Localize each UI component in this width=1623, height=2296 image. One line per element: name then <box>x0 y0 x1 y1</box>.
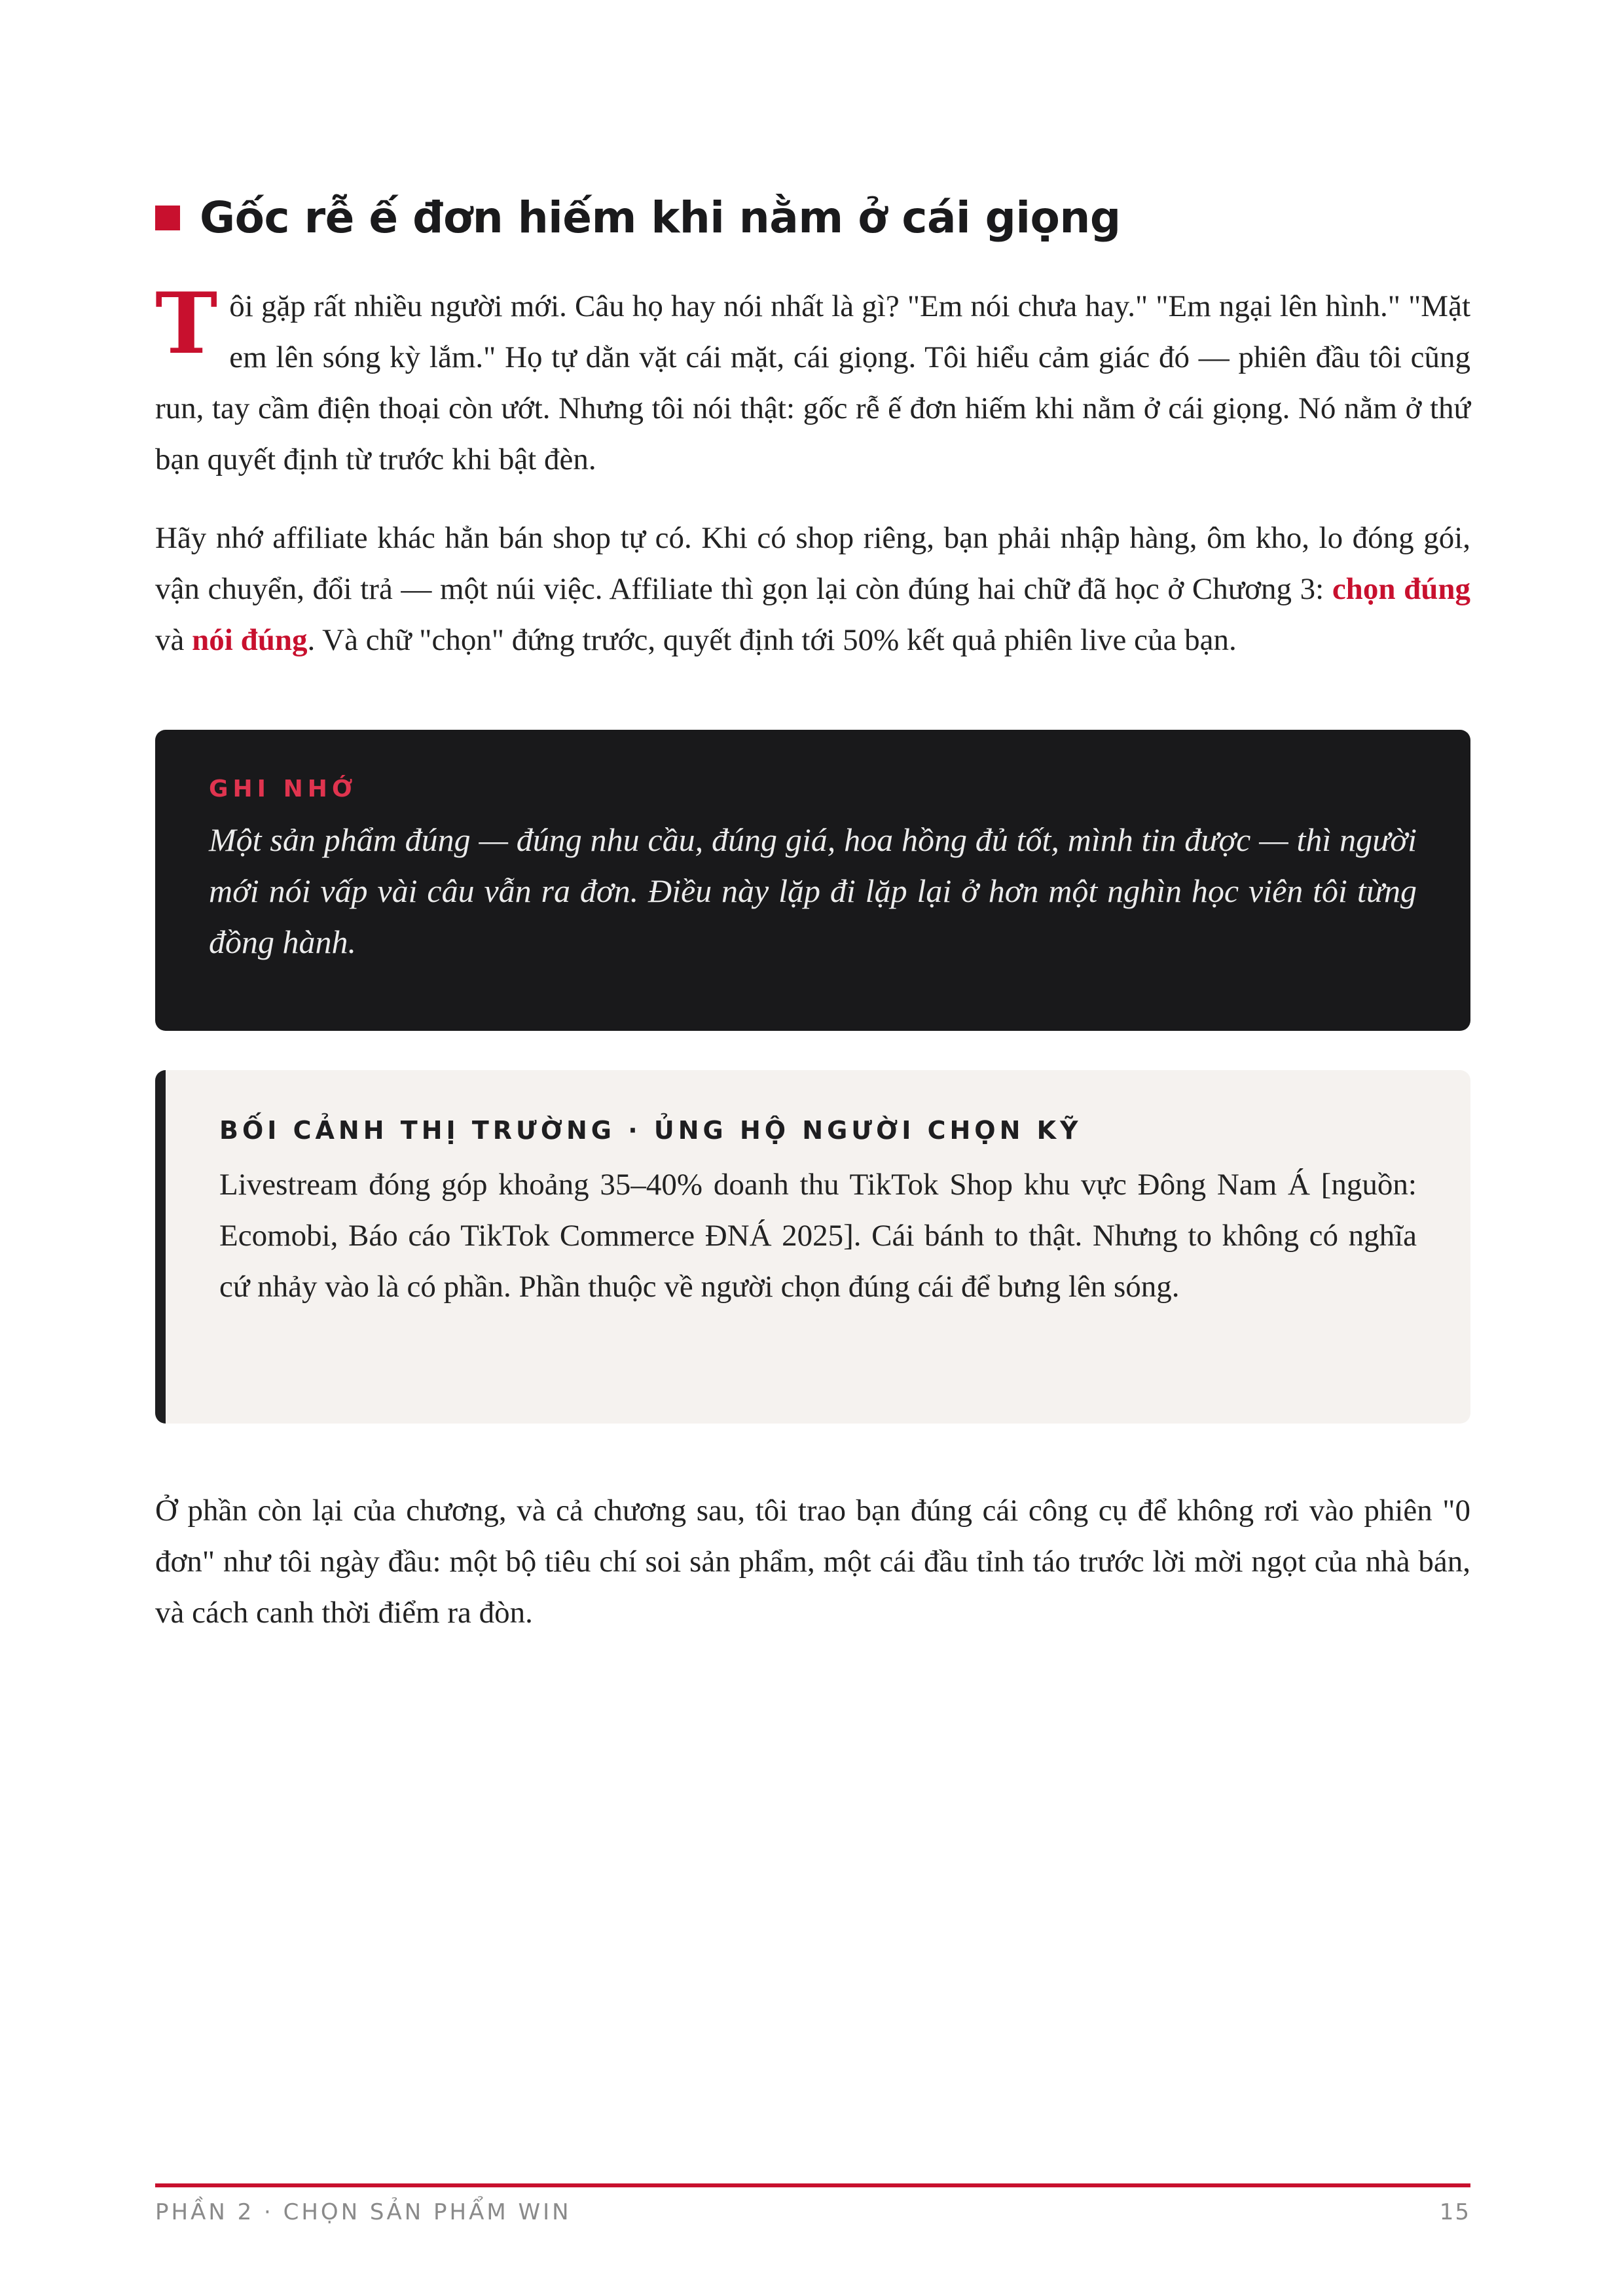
section-heading <box>155 192 1470 243</box>
remember-label: GHI NHỚ <box>209 776 357 802</box>
remember-text: Một sản phẩm đúng — đúng nhu cầu, đúng giá, hoa hồng đủ tốt, mình tin được — thì người mới nói vấp vài câu vẫn ra đơn. Điều này lặp đi lặp lại ở hơn một nghìn học viên tôi từng đồng hành. <box>209 821 1417 960</box>
highlight-speak-right: nói đúng <box>192 623 308 657</box>
drop-cap: T <box>155 275 218 373</box>
heading-square-marker <box>155 206 180 230</box>
remember-callout <box>155 730 1470 1031</box>
affiliate-text-after: . Và chữ "chọn" đứng trước, quyết định tới 50% kết quả phiên live của bạn. <box>307 623 1237 657</box>
affiliate-text-middle: và <box>155 623 192 657</box>
footer-section-title: PHẦN 2 · CHỌN SẢN PHẨM WIN <box>155 2199 572 2225</box>
footer-rule <box>155 2183 1470 2187</box>
highlight-choose-right: chọn đúng <box>1332 572 1470 606</box>
market-context-label: BỐI CẢNH THỊ TRƯỜNG · ỦNG HỘ NGƯỜI CHỌN KỸ <box>219 1116 1082 1145</box>
section-heading-text: Gốc rễ ế đơn hiếm khi nằm ở cái giọng <box>200 192 1121 243</box>
market-context-box <box>155 1070 1470 1424</box>
page-number: 15 <box>1439 2199 1470 2225</box>
market-context-text: Livestream đóng góp khoảng 35–40% doanh thu TikTok Shop khu vực Đông Nam Á [nguồn: Ecomobi, Báo cáo TikTok Commerce ĐNÁ 2025]. Cái bánh to thật. Nhưng to không có nghĩa cứ nhảy vào là có phần. Phần thuộc về người chọn đúng cái để bưng lên sóng. <box>219 1168 1417 1304</box>
affiliate-paragraph <box>155 512 1470 666</box>
closing-paragraph: Ở phần còn lại của chương, và cả chương sau, tôi trao bạn đúng cái công cụ để không rơi vào phiên "0 đơn" như tôi ngày đầu: một bộ tiêu chí soi sản phẩm, một cái đầu tỉnh táo trước lời mời ngọt của nhà bán, và cách canh thời điểm ra đòn. <box>155 1494 1470 1630</box>
context-left-bar <box>155 1070 166 1424</box>
intro-text: ôi gặp rất nhiều người mới. Câu họ hay nói nhất là gì? "Em nói chưa hay." "Em ngại lên hình." "Mặt em lên sóng kỳ lắm." Họ tự dằn vặt cái mặt, cái giọng. Tôi hiểu cảm giác đó — phiên đầu tôi cũng run, tay cầm điện thoại còn ướt. Nhưng tôi nói thật: gốc rễ ế đơn hiếm khi nằm ở cái giọng. Nó nằm ở thứ bạn quyết định từ trước khi bật đèn. <box>155 289 1470 476</box>
affiliate-text-before: Hãy nhớ affiliate khác hẳn bán shop tự có. Khi có shop riêng, bạn phải nhập hàng, ôm kho, lo đóng gói, vận chuyển, đổi trả — một núi việc. Affiliate thì gọn lại còn đúng hai chữ đã học ở Chương 3: <box>155 521 1470 606</box>
intro-paragraph <box>155 275 1470 485</box>
